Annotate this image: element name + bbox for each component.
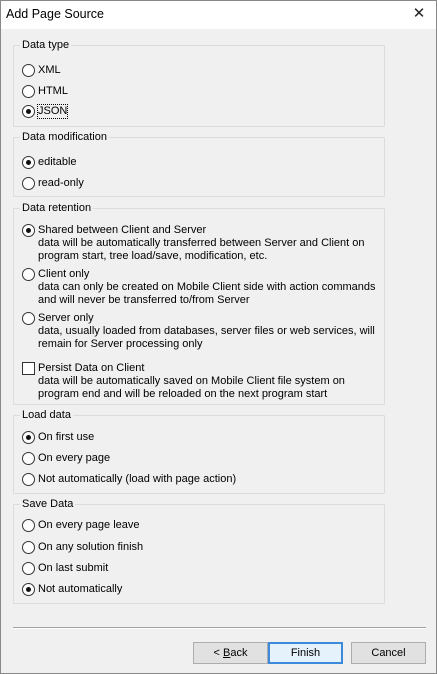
radio-shared-label: Shared between Client and Server — [38, 224, 207, 236]
data-modification-legend: Data modification — [22, 131, 107, 143]
radio-read-only-label: read-only — [38, 177, 84, 189]
back-button-mnemonic: B — [223, 647, 231, 659]
radio-on-last-submit-button[interactable] — [22, 562, 35, 575]
radio-shared-desc-2: program start, tree load/save, modification, etc. — [38, 250, 268, 262]
data-modification-group — [13, 131, 385, 197]
data-retention-group — [13, 202, 385, 405]
radio-on-every-page-label: On every page — [38, 452, 111, 464]
radio-save-not-automatically-button[interactable] — [22, 583, 35, 596]
radio-xml[interactable] — [22, 64, 61, 77]
radio-load-not-automatically-button[interactable] — [22, 473, 35, 486]
radio-on-first-use-button[interactable] — [22, 431, 35, 444]
radio-editable[interactable] — [22, 156, 77, 169]
save-data-legend: Save Data — [22, 498, 74, 510]
radio-save-not-automatically-label: Not automatically — [38, 583, 123, 595]
cancel-button[interactable]: Cancel — [351, 642, 426, 664]
radio-load-not-automatically-label: Not automatically (load with page action) — [38, 473, 237, 485]
radio-shared-button[interactable] — [22, 224, 35, 237]
radio-json-button[interactable] — [22, 105, 35, 118]
persist-data-desc-2: program end and will be reloaded on the next program start — [38, 388, 328, 400]
radio-json[interactable] — [22, 105, 67, 118]
radio-on-first-use-label: On first use — [38, 431, 95, 443]
radio-on-any-solution-finish-button[interactable] — [22, 541, 35, 554]
radio-save-not-automatically[interactable] — [22, 583, 122, 596]
radio-editable-button[interactable] — [22, 156, 35, 169]
radio-on-first-use[interactable] — [22, 431, 94, 444]
persist-data-checkbox-box[interactable] — [22, 362, 35, 375]
radio-server-only[interactable] — [22, 312, 375, 351]
radio-server-only-desc-2: remain for Server processing only — [38, 338, 203, 350]
radio-read-only[interactable] — [22, 177, 84, 190]
persist-data-label: Persist Data on Client — [38, 362, 145, 374]
radio-server-only-label: Server only — [38, 312, 94, 324]
radio-xml-button[interactable] — [22, 64, 35, 77]
footer-separator — [13, 627, 426, 629]
radio-on-last-submit-label: On last submit — [38, 562, 109, 574]
radio-client-only-label: Client only — [38, 268, 90, 280]
data-type-legend: Data type — [22, 39, 70, 51]
radio-shared[interactable] — [22, 224, 365, 263]
radio-client-only-button[interactable] — [22, 268, 35, 281]
radio-html[interactable] — [22, 85, 68, 98]
radio-on-last-submit[interactable] — [22, 562, 108, 575]
radio-xml-label: XML — [38, 64, 61, 76]
radio-html-label: HTML — [38, 85, 68, 97]
load-data-group — [13, 409, 385, 494]
radio-load-not-automatically[interactable] — [22, 473, 236, 486]
persist-data-checkbox[interactable] — [22, 362, 345, 401]
radio-shared-desc-1: data will be automatically transferred between Server and Client on — [38, 237, 365, 249]
radio-html-button[interactable] — [22, 85, 35, 98]
persist-data-desc-1: data will be automatically saved on Mobile Client file system on — [38, 375, 345, 387]
back-button-rest: ack — [230, 647, 248, 659]
radio-server-only-button[interactable] — [22, 312, 35, 325]
data-retention-legend: Data retention — [22, 202, 92, 214]
dialog-title: Add Page Source — [6, 7, 104, 21]
radio-client-only-desc-1: data can only be created on Mobile Client side with action commands — [38, 281, 376, 293]
radio-editable-label: editable — [38, 156, 77, 168]
radio-client-only[interactable] — [22, 268, 376, 307]
radio-read-only-button[interactable] — [22, 177, 35, 190]
data-type-group — [13, 39, 385, 127]
radio-on-every-page-leave-button[interactable] — [22, 519, 35, 532]
save-data-group — [13, 498, 385, 604]
radio-on-every-page-button[interactable] — [22, 452, 35, 465]
back-button-prefix: < — [213, 647, 223, 659]
radio-client-only-desc-2: and will never be transferred to/from Server — [38, 294, 250, 306]
radio-server-only-desc-1: data, usually loaded from databases, server files or web services, will — [38, 325, 375, 337]
radio-json-label: JSON — [38, 105, 68, 117]
radio-on-every-page-leave-label: On every page leave — [38, 519, 140, 531]
radio-on-any-solution-finish-label: On any solution finish — [38, 541, 144, 553]
radio-on-every-page[interactable] — [22, 452, 110, 465]
finish-button[interactable]: Finish — [268, 642, 343, 664]
load-data-legend: Load data — [22, 409, 71, 421]
back-button[interactable] — [193, 642, 268, 664]
title-bar — [1, 1, 436, 29]
radio-on-every-page-leave[interactable] — [22, 519, 140, 532]
radio-on-any-solution-finish[interactable] — [22, 541, 143, 554]
close-icon[interactable]: ✕ — [412, 5, 426, 22]
